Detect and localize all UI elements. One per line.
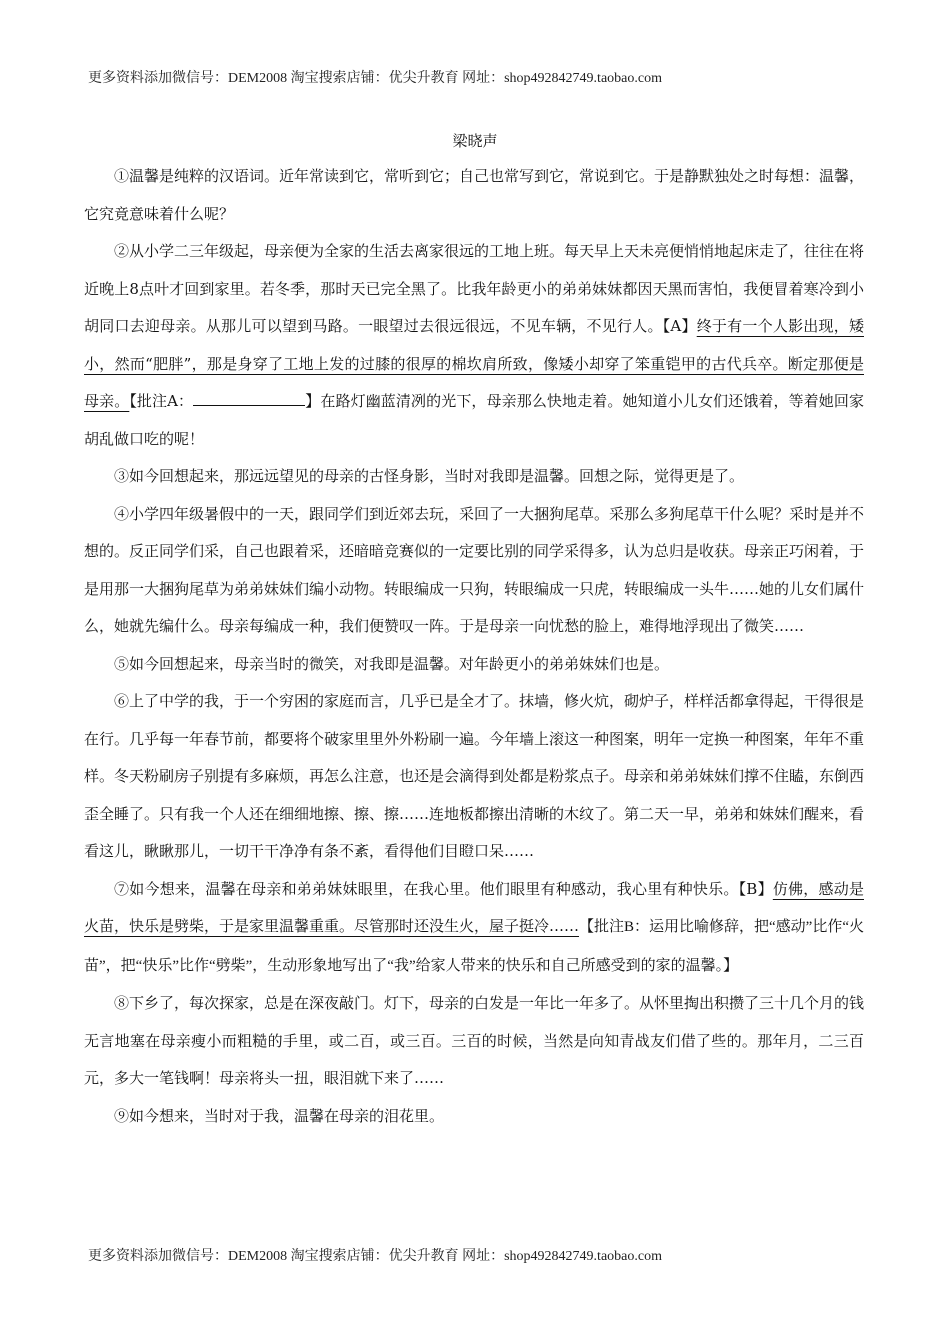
- paragraph-2-text-b: 在路灯幽蓝清冽的光下，母亲那么快地走着。她知道小儿女们还饿着，等着她回家胡乱做口吃的呢！: [84, 392, 864, 448]
- paragraph-5: ⑤如今回想起来，母亲当时的微笑，对我即是温馨。对年龄更小的弟弟妹妹们也是。: [114, 654, 670, 673]
- underlined-passage-a: 终于有一个人影出现，矮小，然而“肥胖”，那是身穿了工地上发的过膝的很厚的棉坎肩所致，像矮小却穿了笨重铠甲的古代兵卒。断定那便是母亲。: [84, 317, 864, 410]
- paragraph-8: ⑧下乡了，每次探家，总是在深夜敲门。灯下，母亲的白发是一年比一年多了。从怀里掏出积攒了三十几个月的钱无言地塞在母亲瘦小而粗糙的手里，或二百，或三百。三百的时候，当然是向知青战友们借了些的。那年月，二三百元，多大一笔钱啊！母亲将头一扭，眼泪就下来了……: [84, 994, 865, 1087]
- annotation-a-open: 【批注A：: [129, 392, 194, 410]
- paragraph-6: ⑥上了中学的我，于一个穷困的家庭而言，几乎已是全才了。抹墙，修火炕，砌炉子，样样活都拿得起，干得很是在行。几乎每一年春节前，都要将个破家里里外外粉刷一遍。今年墙上滚这一种图案，明年一定换一种图案，年年不重样。冬天粉刷房子别提有多麻烦，再怎么注意，也还是会滴得到处都是粉浆点子。母亲和弟弟妹妹们撑不住瞌，东倒西歪全睡了。只有我一个人还在细细地擦、擦、擦……连地板都擦出清晰的木纹了。第二天一早，弟弟和妹妹们醒来，看看这儿，瞅瞅那儿，一切干干净净有条不紊，看得他们目瞪口呆……: [84, 692, 865, 860]
- article-author: 梁晓声: [452, 132, 498, 150]
- paragraph-2: [84, 233, 864, 458]
- annotation-b: 【批注B：运用比喻修辞，把“感动”比作“火苗”，把“快乐”比作“劈柴”，生动形象地写出了“我”给家人带来的快乐和自己所感受到的家的温馨。】: [84, 919, 864, 974]
- annotation-a-close: 】: [305, 392, 321, 410]
- paragraph-1: ①温馨是纯粹的汉语词。近年常读到它，常听到它；自己也常写到它，常说到它。于是静默独处之时每想：温馨，它究竟意味着什么呢？: [84, 167, 865, 223]
- annotation-marker-a: 【A】: [662, 317, 697, 335]
- page-header-watermark: 更多资料添加微信号：DEM2008 淘宝搜索店铺：优尖升教育 网址：shop492842749.taobao.com: [88, 71, 662, 86]
- paragraph-9: ⑨如今想来，当时对于我，温馨在母亲的泪花里。: [114, 1106, 445, 1125]
- annotation-marker-b: 【B】: [738, 879, 773, 898]
- article-body: [84, 158, 864, 1135]
- paragraph-4: ④小学四年级暑假中的一天，跟同学们到近郊去玩，采回了一大捆狗尾草。采那么多狗尾草干什么呢？采时是并不想的。反正同学们采，自己也跟着采，还暗暗竞赛似的一定要比别的同学采得多，认为总归是收获。母亲正巧闲着，于是用那一大捆狗尾草为弟弟妹妹们编小动物。转眼编成一只狗，转眼编成一只虎，转眼编成一头牛……她的儿女们属什么，她就先编什么。母亲每编成一种，我们便赞叹一阵。于是母亲一向忧愁的脸上，难得地浮现出了微笑……: [84, 504, 865, 635]
- paragraph-7: [84, 871, 864, 986]
- annotation-a-blank[interactable]: [193, 389, 305, 406]
- paragraph-2-text-a: ②从小学二三年级起，母亲便为全家的生活去离家很远的工地上班。每天早上天未亮便悄悄地起床走了，往往在将近晚上8点叶才回到家里。若冬季，那时天已完全黑了。比我年龄更小的弟弟妹妹都因天黑而害怕，我便冒着寒冷到小胡同口去迎母亲。从那儿可以望到马路。一眼望过去很远很远，不见车辆，不见行人。: [84, 242, 865, 335]
- paragraph-7-text-a: ⑦如今想来，温馨在母亲和弟弟妹妹眼里，在我心里。他们眼里有种感动，我心里有种快乐。: [114, 879, 739, 898]
- paragraph-3: ③如今回想起来，那远远望见的母亲的古怪身影，当时对我即是温馨。回想之际，觉得更是了。: [114, 467, 745, 485]
- page-footer-watermark: 更多资料添加微信号：DEM2008 淘宝搜索店铺：优尖升教育 网址：shop492842749.taobao.com: [88, 1249, 662, 1264]
- underlined-passage-b: 仿佛，感动是火苗，快乐是劈柴，于是家里温馨重重。尽管那时还没生火，屋子挺冷……: [84, 879, 864, 935]
